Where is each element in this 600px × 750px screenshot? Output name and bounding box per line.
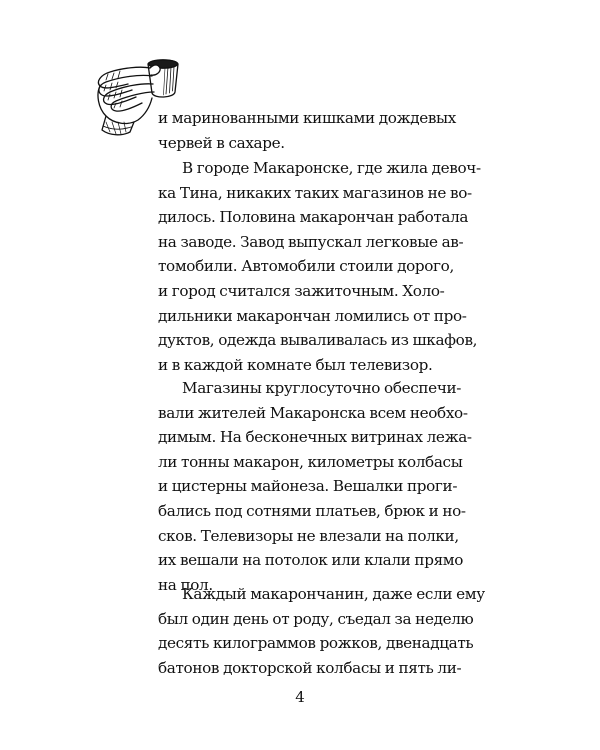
text-line: бались под сотнями платьев, брюк и но- [158,501,466,520]
text-line: червей в сахаре. [158,133,285,152]
text-line: на заводе. Завод выпускал легковые ав- [158,232,464,251]
paragraph-1 [158,106,456,155]
text-line: дильники макарончан ломились от про- [158,306,467,325]
text-line: и цистерны майонеза. Вешалки проги- [158,477,458,496]
text-line: и в каждой комнате был телевизор. [158,355,433,374]
text-line: ка Тина, никаких таких магазинов не во- [158,183,472,202]
paragraph-2 [158,156,481,377]
text-line: димым. На бесконечных витринах лежа- [158,428,472,447]
text-line: Каждый макарончанин, даже если ему [182,585,485,603]
page-number: 4 [295,688,305,706]
paragraph-4 [158,582,485,680]
text-line: ли тонны макарон, километры колбасы [158,452,463,471]
paragraph-3 [158,376,472,597]
text-line: В городе Макаронске, где жила девоч- [182,159,481,177]
text-line: на пол. [158,575,213,594]
text-line: батонов докторской колбасы и пять ли- [158,658,462,677]
text-line: их вешали на потолок или клали прямо [158,551,464,570]
text-line: вали жителей Макаронска всем необхо- [158,403,468,422]
text-line: дилось. Половина макарончан работала [158,208,469,227]
text-line: сков. Телевизоры не влезали на полки, [158,526,459,545]
text-line: Магазины круглосуточно обеспечи- [182,379,462,397]
text-line: и маринованными кишками дождевых [158,109,456,127]
text-line: дуктов, одежда вываливалась из шкафов, [158,331,478,350]
text-line: и город считался зажиточным. Холо- [158,281,445,300]
text-line: был один день от роду, съедал за неделю [158,609,474,628]
text-line: томобили. Автомобили стоили дорого, [158,257,454,276]
text-line: десять килограммов рожков, двенадцать [158,634,474,653]
